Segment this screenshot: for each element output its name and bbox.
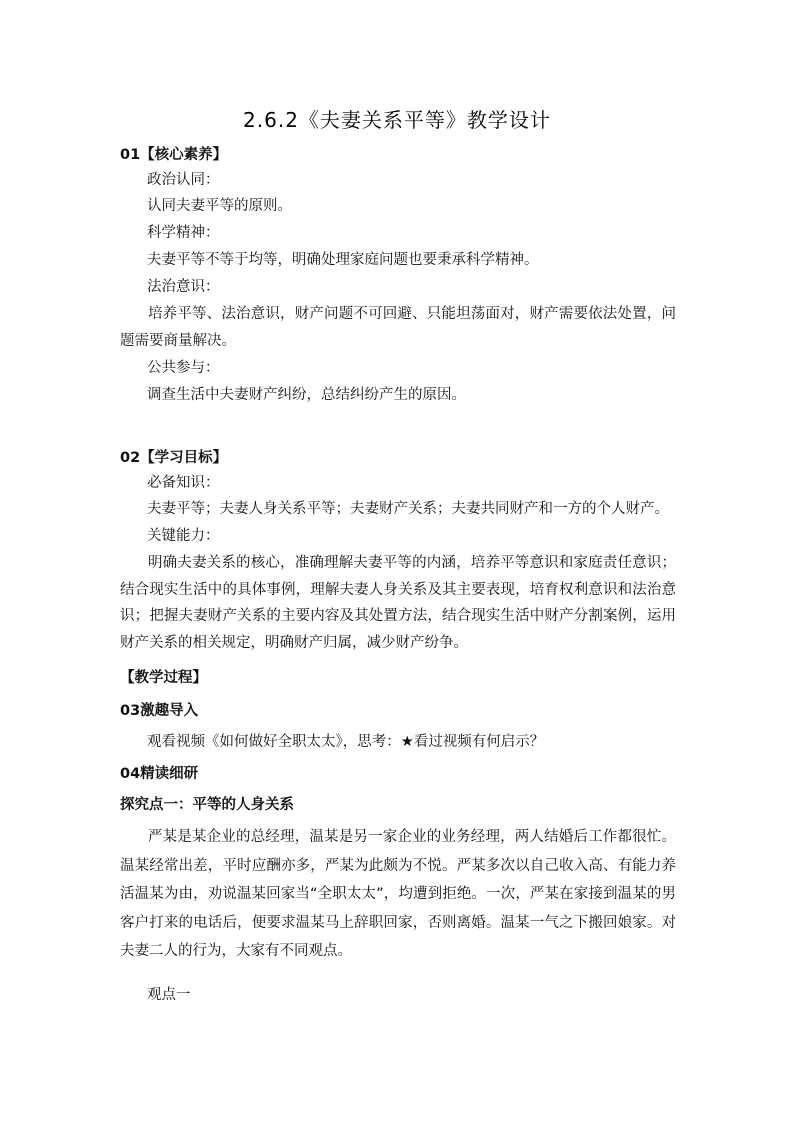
key-ability-label: 关键能力： — [147, 528, 220, 544]
required-knowledge-label: 必备知识： — [147, 475, 220, 491]
political-identity-label: 政治认同： — [147, 172, 220, 188]
scientific-spirit-label: 科学精神： — [147, 225, 220, 241]
public-participation-text: 调查生活中夫妻财产纠纷，总结纠纷产生的原因。 — [147, 387, 466, 403]
scientific-spirit-text: 夫妻平等不等于均等，明确处理家庭问题也要秉承科学精神。 — [147, 252, 539, 268]
public-participation-label: 公共参与： — [147, 360, 220, 376]
required-knowledge-text: 夫妻平等；夫妻人身关系平等；夫妻财产关系；夫妻共同财产和一方的个人财产。 — [147, 501, 669, 517]
teaching-process-heading: 【教学过程】 — [120, 670, 207, 686]
section-heading-learning-goals: 02【学习目标】 — [120, 450, 228, 466]
section-heading-close-reading: 04精读细研 — [120, 766, 199, 782]
rule-of-law-paragraph: 培养平等、法治意识，财产问题不可回避、只能坦荡面对，财产需要依法处置，问题需要商量解决。 — [120, 306, 676, 349]
inquiry-point-one-heading: 探究点一：平等的人身关系 — [120, 797, 294, 813]
section-heading-intro: 03激趣导入 — [120, 703, 199, 719]
page-title: 2.6.2《夫妻关系平等》教学设计 — [243, 108, 551, 132]
rule-of-law-label: 法治意识： — [147, 279, 220, 295]
political-identity-text: 认同夫妻平等的原则。 — [147, 198, 292, 214]
section-heading-core-literacy: 01【核心素养】 — [120, 147, 228, 163]
intro-video-text: 观看视频《如何做好全职太太》，思考：★看过视频有何启示？ — [147, 734, 545, 750]
case-paragraph: 严某是某企业的总经理，温某是另一家企业的业务经理，两人结婚后工作都很忙。温某经常出差，平时应酬亦多，严某为此颇为不悦。严某多次以自己收入高、有能力养活温某为由，劝说温某回家当“全职太太”，均遭到拒绝。一次，严某在家接到温某的男客户打来的电话后，便要求温某马上辞职回家，否则离婚。温某一气之下搬回娘家。对夫妻二人的行为，大家有不同观点。 — [120, 829, 676, 959]
viewpoint-one-label: 观点一 — [147, 987, 191, 1003]
key-ability-paragraph: 明确夫妻关系的核心，准确理解夫妻平等的内涵，培养平等意识和家庭责任意识；结合现实生活中的具体事例，理解夫妻人身关系及其主要表现，培育权利意识和法治意识；把握夫妻财产关系的主要内容及其处置方法，结合现实生活中财产分割案例，运用财产关系的相关规定，明确财产归属，减少财产纷争。 — [120, 555, 676, 651]
